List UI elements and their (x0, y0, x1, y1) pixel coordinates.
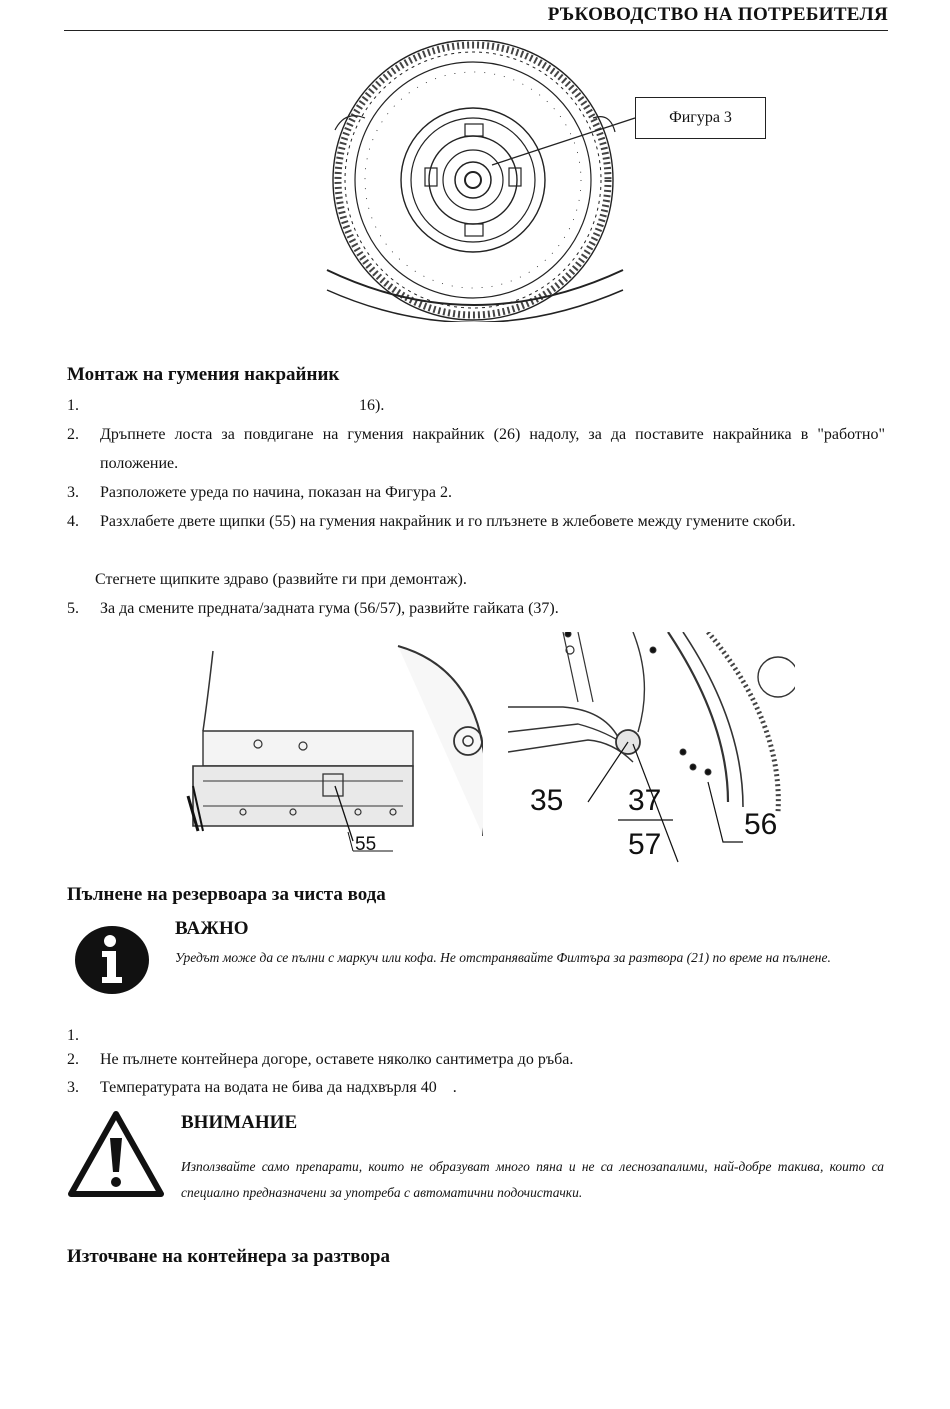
squeegee-detail-photo (508, 632, 795, 864)
list-item (67, 1073, 885, 1102)
list-item (67, 507, 885, 536)
list-text: 16). (359, 397, 385, 414)
photo-label-57: 57 (628, 828, 662, 861)
photo-label-55: 55 (355, 834, 377, 855)
list-number: 2. (67, 1051, 79, 1068)
list-number: 5. (67, 600, 79, 617)
section-title-fill-tank: Пълнене на резервоара за чиста вода (67, 884, 386, 905)
header-rule (64, 30, 888, 31)
list-continuation: Стегнете щипките здраво (развийте ги при демонтаж). (95, 571, 467, 588)
list-item (67, 594, 885, 623)
list-item (67, 478, 885, 507)
list-number: 2. (67, 426, 79, 443)
squeegee-photo (183, 636, 483, 861)
page-header-title: РЪКОВОДСТВО НА ПОТРЕБИТЕЛЯ (547, 4, 888, 25)
important-text: Уредът може да се пълни с маркуч или кофа. Не отстранявайте Филтъра за разтвора (21) по време на пълнене. (175, 950, 831, 965)
list-number: 1. (67, 397, 79, 414)
list-text: Не пълнете контейнера догоре, оставете няколко сантиметра до ръба. (100, 1051, 574, 1068)
figure-3-leader-line (490, 110, 640, 170)
list-text: За да смените предната/задната гума (56/57), развийте гайката (37). (100, 600, 559, 617)
section-title-drain: Източване на контейнера за разтвора (67, 1246, 390, 1267)
list-item (67, 420, 885, 478)
list-number: 3. (67, 1079, 79, 1096)
photo-label-56: 56 (744, 808, 778, 841)
list-number: 1. (67, 1027, 79, 1044)
warning-icon (68, 1110, 164, 1198)
warning-text: Използвайте само препарати, които не образуват много пяна и не са леснозапалими, най-добре такива, които са специално предназначени за употреба с автоматични подочистачки. (181, 1159, 884, 1200)
list-item (67, 1045, 885, 1074)
photo-label-37: 37 (628, 784, 662, 817)
list-text: Разположете уреда по начина, показан на Фигура 2. (100, 484, 452, 501)
list-number: 3. (67, 484, 79, 501)
figure-3-callout: Фигура 3 (635, 97, 766, 139)
photo-label-35: 35 (530, 784, 564, 817)
figure-3-brush-drawing (325, 40, 625, 325)
list-item (67, 391, 885, 420)
section-title-squeegee: Монтаж на гумения накрайник (67, 364, 340, 385)
warning-title: ВНИМАНИЕ (181, 1112, 298, 1133)
important-title: ВАЖНО (175, 918, 249, 939)
list-text: Температурата на водата не бива да надхвърля 40 . (100, 1079, 457, 1096)
list-text: Дръпнете лоста за повдигане на гумения накрайник (26) надолу, за да поставите накрайника в "работно" положение. (100, 426, 885, 472)
list-text: Разхлабете двете щипки (55) на гумения накрайник и го плъзнете в жлебовете между гумените скоби. (100, 513, 796, 530)
info-icon (74, 925, 150, 995)
list-number: 4. (67, 513, 79, 530)
